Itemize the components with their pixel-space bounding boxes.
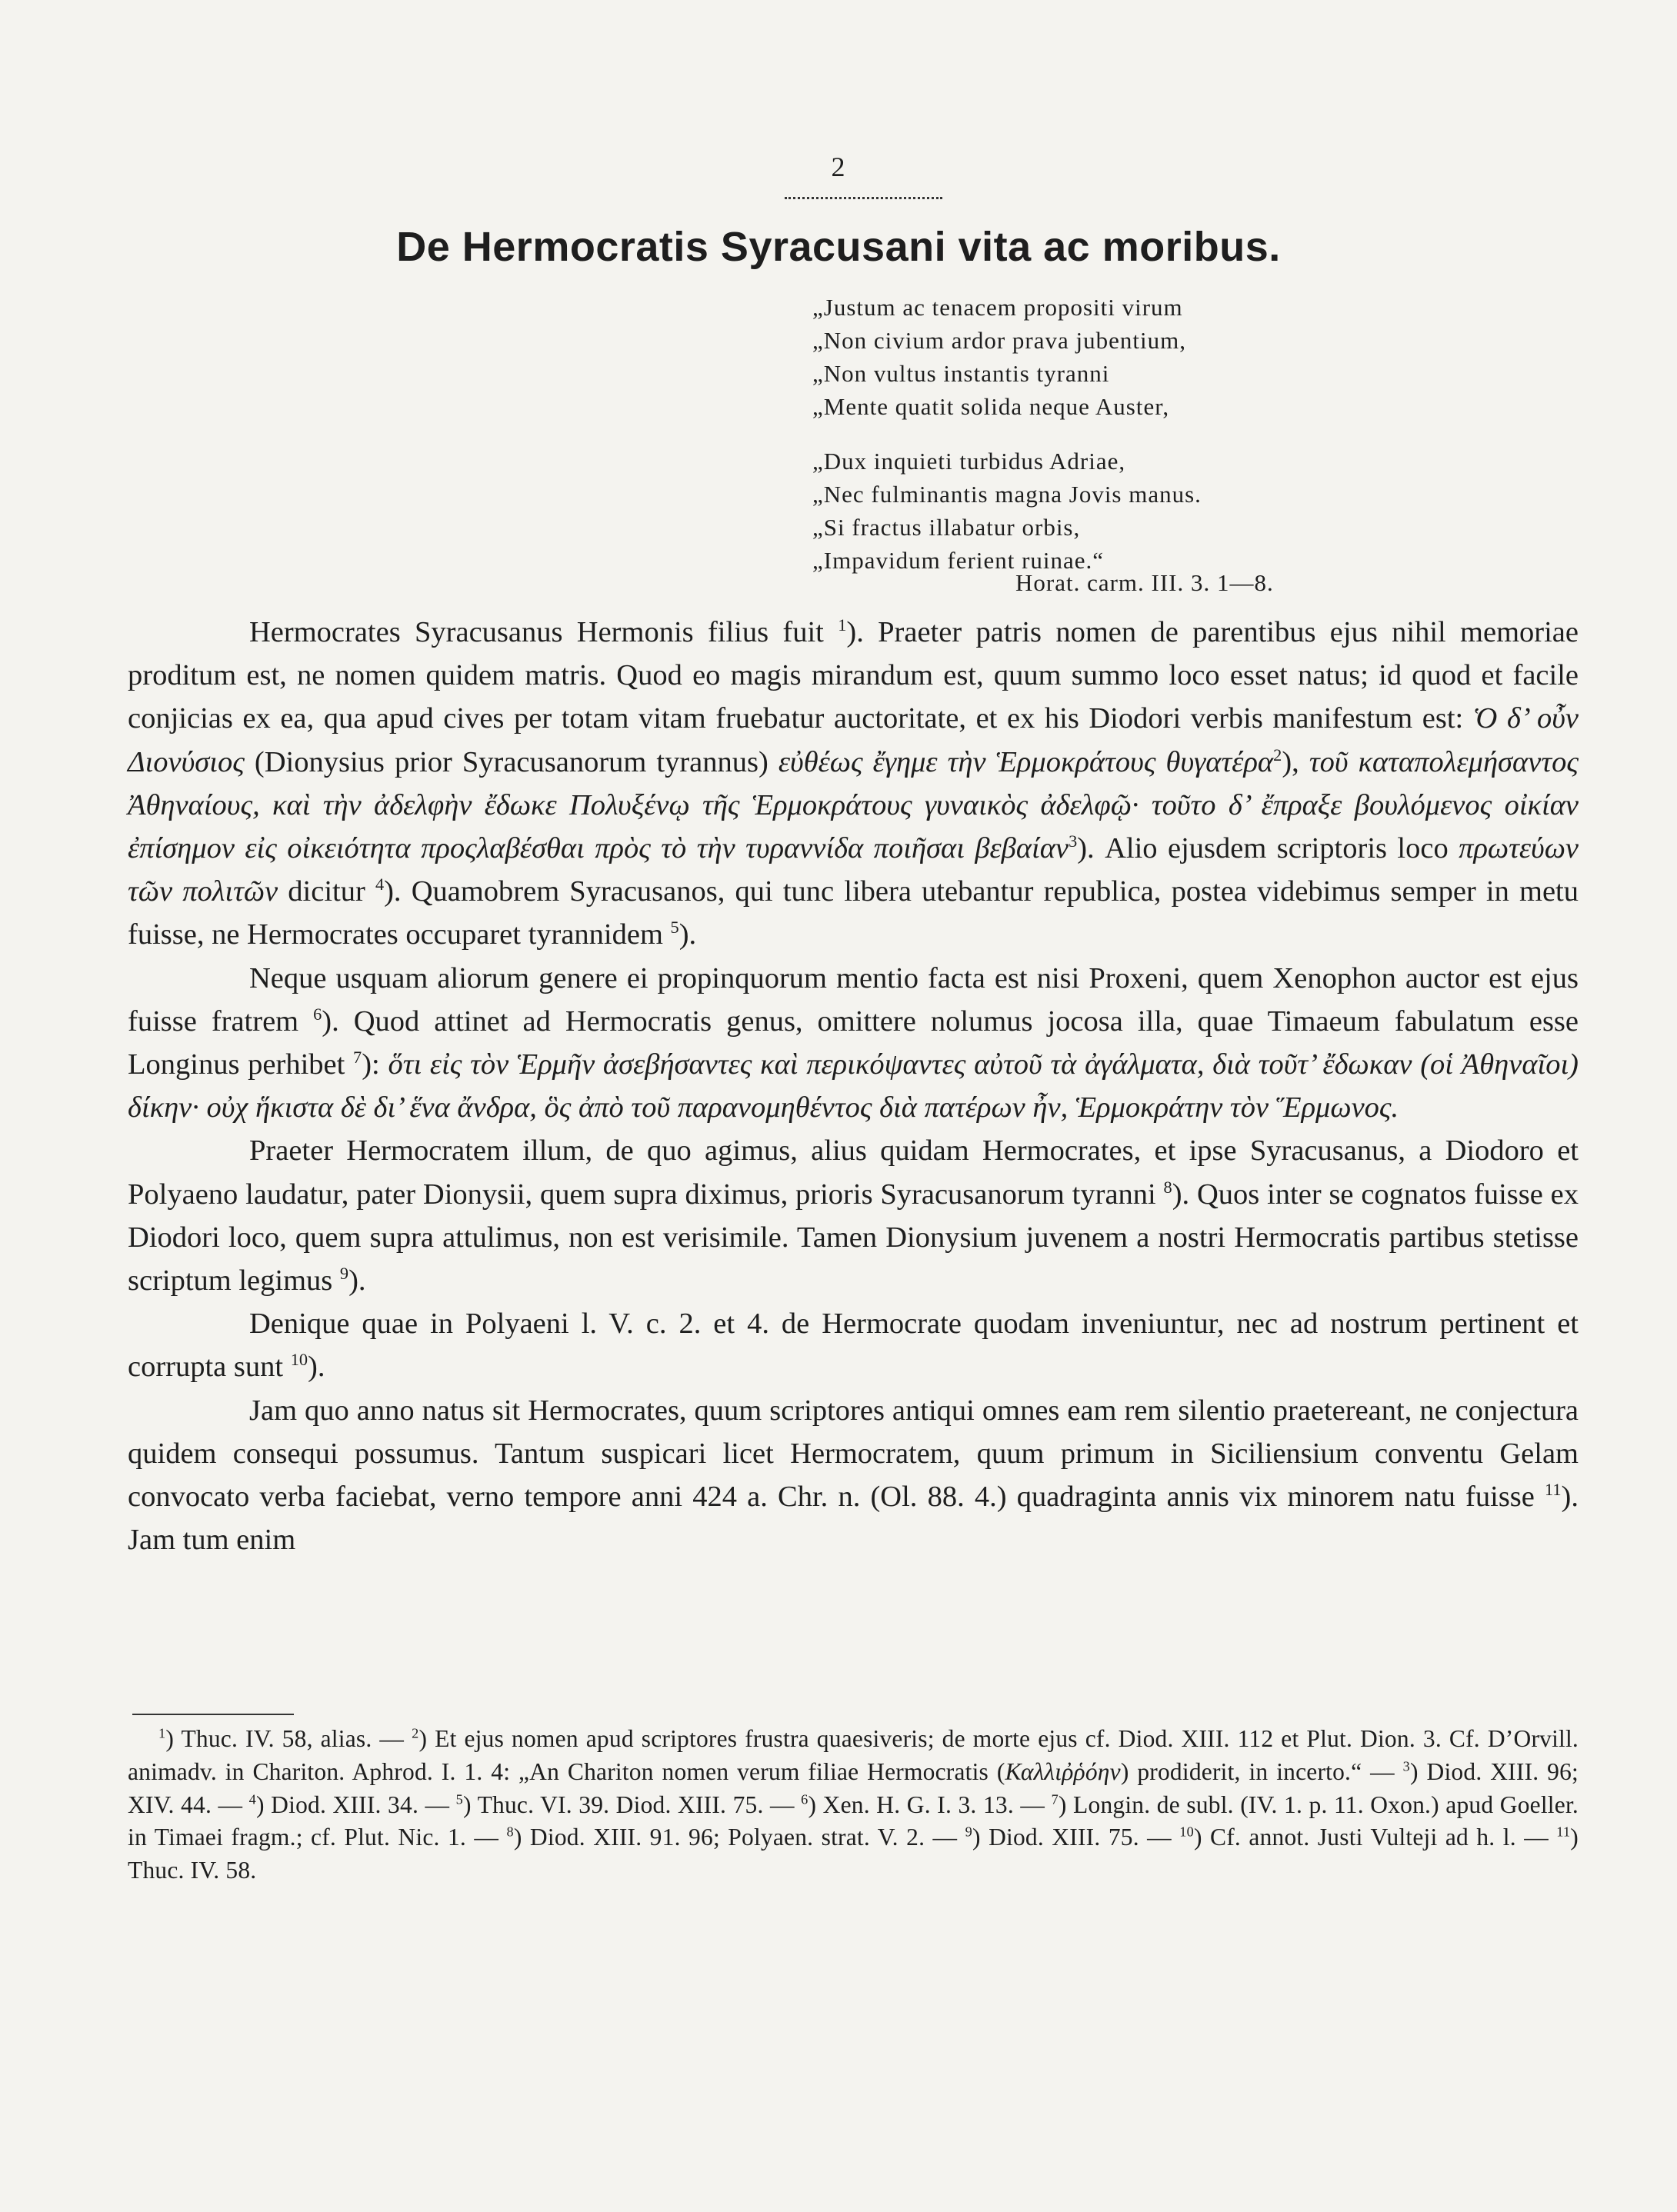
text-run: ). Quamobrem Syracusanos, qui tunc libera utebantur republica, postea videbimus semper in metu fuisse, ne Hermocrates occuparet tyrannidem xyxy=(128,875,1579,951)
motto-line: „Mente quatit solida neque Auster, xyxy=(812,393,1170,420)
chapter-title: De Hermocratis Syracusani vita ac moribus. xyxy=(396,224,1281,270)
motto-line: „Si fractus illabatur orbis, xyxy=(812,514,1081,541)
motto-line: „Dux inquieti turbidus Adriae, xyxy=(812,448,1126,475)
paragraph xyxy=(128,1302,1579,1388)
motto-line: „Non vultus instantis tyranni xyxy=(812,360,1110,387)
text-run: Praeter Hermocratem illum, de quo agimus, alius quidam Hermocrates, et ipse Syracusanus, a Diodoro et Polyaeno laudatur, pater Dionysii, quem supra diximus, prioris Syracusanorum tyranni xyxy=(128,1134,1579,1211)
motto-citation: Horat. carm. III. 3. 1—8. xyxy=(1015,569,1274,596)
motto-line: „Nec fulminantis magna Jovis manus. xyxy=(812,481,1202,508)
footnote-block xyxy=(128,1723,1579,1887)
motto-verse xyxy=(812,291,1412,577)
footnote-ref: 7 xyxy=(353,1048,362,1068)
text-run: ), xyxy=(1282,745,1309,778)
text-run: ). Quod attinet ad Hermocratis genus, omittere nolumus jocosa illa, quae Timaeum fabulatum esse Longinus perhibet xyxy=(128,1004,1579,1081)
footnote-ref: 9 xyxy=(339,1264,349,1284)
footnote-ref: 5 xyxy=(670,918,679,938)
motto-line: „Impavidum ferient ruinae.“ xyxy=(812,547,1105,574)
text-run: ). xyxy=(348,1264,366,1298)
page-number-ornament xyxy=(785,189,942,199)
footnote-ref: 4 xyxy=(375,874,385,894)
paragraph xyxy=(128,611,1579,957)
text-run: ). Alio ejusdem scriptoris loco xyxy=(1077,832,1459,865)
footnote-number: 10 xyxy=(1179,1824,1194,1840)
page-number: 2 xyxy=(831,152,846,182)
footnote-rule xyxy=(132,1714,294,1715)
paragraph xyxy=(128,1129,1579,1302)
text-run: Hermocrates Syracusanus Hermonis filius fuit xyxy=(249,616,838,648)
footnote-text: ) prodiderit, in incerto.“ — xyxy=(1120,1757,1403,1785)
paragraph xyxy=(128,957,1579,1130)
text-run: ). xyxy=(678,918,697,951)
footnote-ref: 8 xyxy=(1163,1177,1172,1197)
footnote-number: 3 xyxy=(1402,1758,1411,1774)
text-run: Neque usquam aliorum genere ei propinquorum mentio facta est nisi Proxeni, quem Xenophon auctor est ejus fuisse fratrem xyxy=(128,961,1579,1038)
stanza-gap xyxy=(812,423,1412,445)
footnote-number: 7 xyxy=(1051,1791,1059,1807)
footnote-text: ) Thuc. IV. 58. xyxy=(128,1824,1579,1884)
greek-quote: εὐθέως ἔγημε τὴν Ἑρμοκράτους θυγατέρα xyxy=(778,745,1274,778)
footnote-text: ) Xen. H. G. I. 3. 13. — xyxy=(808,1791,1052,1818)
greek-quote: Ὁ δ’ οὖν Διονύσιος xyxy=(128,702,1579,778)
greek-quote: τοῦ καταπολεμήσαντος Ἀθηναίους, καὶ τὴν ἀδελφὴν ἔδωκε Πολυξένῳ τῆς Ἑρμοκράτους γυναικὸς ἀδελφῷ· τοῦτο δ’ ἔπραξε βουλόμενος οἰκίαν ἐπίσημον εἰς οἰκειότητα προςλαβέσθαι πρὸς τὸ τὴν τυραννίδα ποιῆσαι βεβαίαν xyxy=(128,745,1579,865)
footnote-text: ) Thuc. IV. 58, alias. — xyxy=(165,1725,412,1752)
footnote-text: ) Diod. XIII. 96; XIV. 44. — xyxy=(128,1757,1579,1818)
footnote-text: ) Et ejus nomen apud scriptores frustra quaesiveris; de morte ejus cf. Diod. XIII. 112 et Plut. Dion. 3. Cf. D’Orvill. animadv. in Chariton. Aphrod. I. 1. 4: „An Chariton nomen verum filiae Hermocratis ( xyxy=(128,1725,1579,1785)
footnote-ref: 11 xyxy=(1545,1480,1562,1500)
footnote-text: ) Diod. XIII. 91. 96; Polyaen. strat. V. 2. — xyxy=(513,1824,965,1851)
text-run: Jam quo anno natus sit Hermocrates, quum scriptores antiqui omnes eam rem silentio praetereant, ne conjectura quidem consequi possumus. Tantum suspicari licet Hermocratem, quum primum in Siciliensium conventu Gelam convocato verba faciebat, verno tempore anni 424 a. Chr. n. (Ol. 88. 4.) quadraginta annis vix minorem natu fuisse xyxy=(128,1394,1579,1514)
text-run: dicitur xyxy=(278,875,375,908)
text-run: Denique quae in Polyaeni l. V. c. 2. et 4. de Hermocrate quodam inveniuntur, nec ad nostrum pertinent et corrupta sunt xyxy=(128,1308,1579,1384)
footnote-text: ) Thuc. VI. 39. Diod. XIII. 75. — xyxy=(463,1791,802,1818)
footnote-text: ) Cf. annot. Justi Vulteji ad h. l. — xyxy=(1193,1824,1557,1851)
text-run: ). xyxy=(308,1351,325,1384)
footnote-number: 8 xyxy=(506,1824,514,1840)
motto-line: „Justum ac tenacem propositi virum xyxy=(812,294,1183,321)
footnote-number: 11 xyxy=(1556,1824,1571,1840)
text-run: ): xyxy=(362,1048,388,1081)
text-run: (Dionysius prior Syracusanorum tyrannus) xyxy=(244,745,778,778)
paragraph xyxy=(128,1389,1579,1562)
footnote-text: ) Diod. XIII. 34. — xyxy=(256,1791,456,1818)
motto-line: „Non civium ardor prava jubentium, xyxy=(812,327,1186,354)
text-run: ). Quos inter se cognatos fuisse ex Diodori loco, quem supra attulimus, non est verisimile. Tamen Dionysium juvenem a nostri Hermocratis partibus stetisse scriptum legimus xyxy=(128,1178,1579,1298)
footnote-number: 4 xyxy=(248,1791,257,1807)
footnote-number: 9 xyxy=(965,1824,972,1840)
footnote-number: 2 xyxy=(412,1725,419,1741)
main-text xyxy=(128,611,1579,1561)
footnote-number: 5 xyxy=(455,1791,463,1807)
text-run: ). Praeter patris nomen de parentibus ejus nihil memoriae proditum est, ne nomen quidem matris. Quod eo magis mirandum est, quum summo loco esset natus; id quod et facile conjicias ex ea, qua apud cives per totam vitam fruebatur auctoritate, et ex his Diodori verbis manifestum est: xyxy=(128,616,1579,735)
footnote-ref: 6 xyxy=(313,1004,322,1024)
text-run: ). Jam tum enim xyxy=(128,1481,1579,1557)
footnote-text: ) Diod. XIII. 75. — xyxy=(972,1824,1180,1851)
footnote-ref: 10 xyxy=(290,1350,308,1370)
footnote-text: ) Longin. de subl. (IV. 1. p. 11. Oxon.) apud Goeller. in Timaei fragm.; cf. Plut. Nic. 1. — xyxy=(128,1791,1579,1851)
greek-quote: πρωτεύων τῶν πολιτῶν xyxy=(128,832,1579,908)
footnote-ref: 3 xyxy=(1069,831,1078,851)
greek-quote: ὅτι εἰς τὸν Ἑρμῆν ἀσεβήσαντες καὶ περικόψαντες αὐτοῦ τὰ ἀγάλματα, διὰ τοῦτ’ ἔδωκαν (οἱ Ἀθηναῖοι) δίκην· οὐχ ἥκιστα δὲ δι’ ἕνα ἄνδρα, ὃς ἀπὸ τοῦ παρανομηθέντος διὰ πατέρων ἦν, Ἑρμοκράτην τὸν Ἕρμωνος. xyxy=(128,1048,1579,1124)
footnotes xyxy=(128,1723,1579,1887)
footnote-ref: 1 xyxy=(838,615,847,635)
footnote-number: 6 xyxy=(801,1791,808,1807)
footnote-ref: 2 xyxy=(1273,745,1282,765)
greek-word: Καλλιῤῥόην xyxy=(1005,1757,1121,1785)
footnote-number: 1 xyxy=(158,1725,166,1741)
